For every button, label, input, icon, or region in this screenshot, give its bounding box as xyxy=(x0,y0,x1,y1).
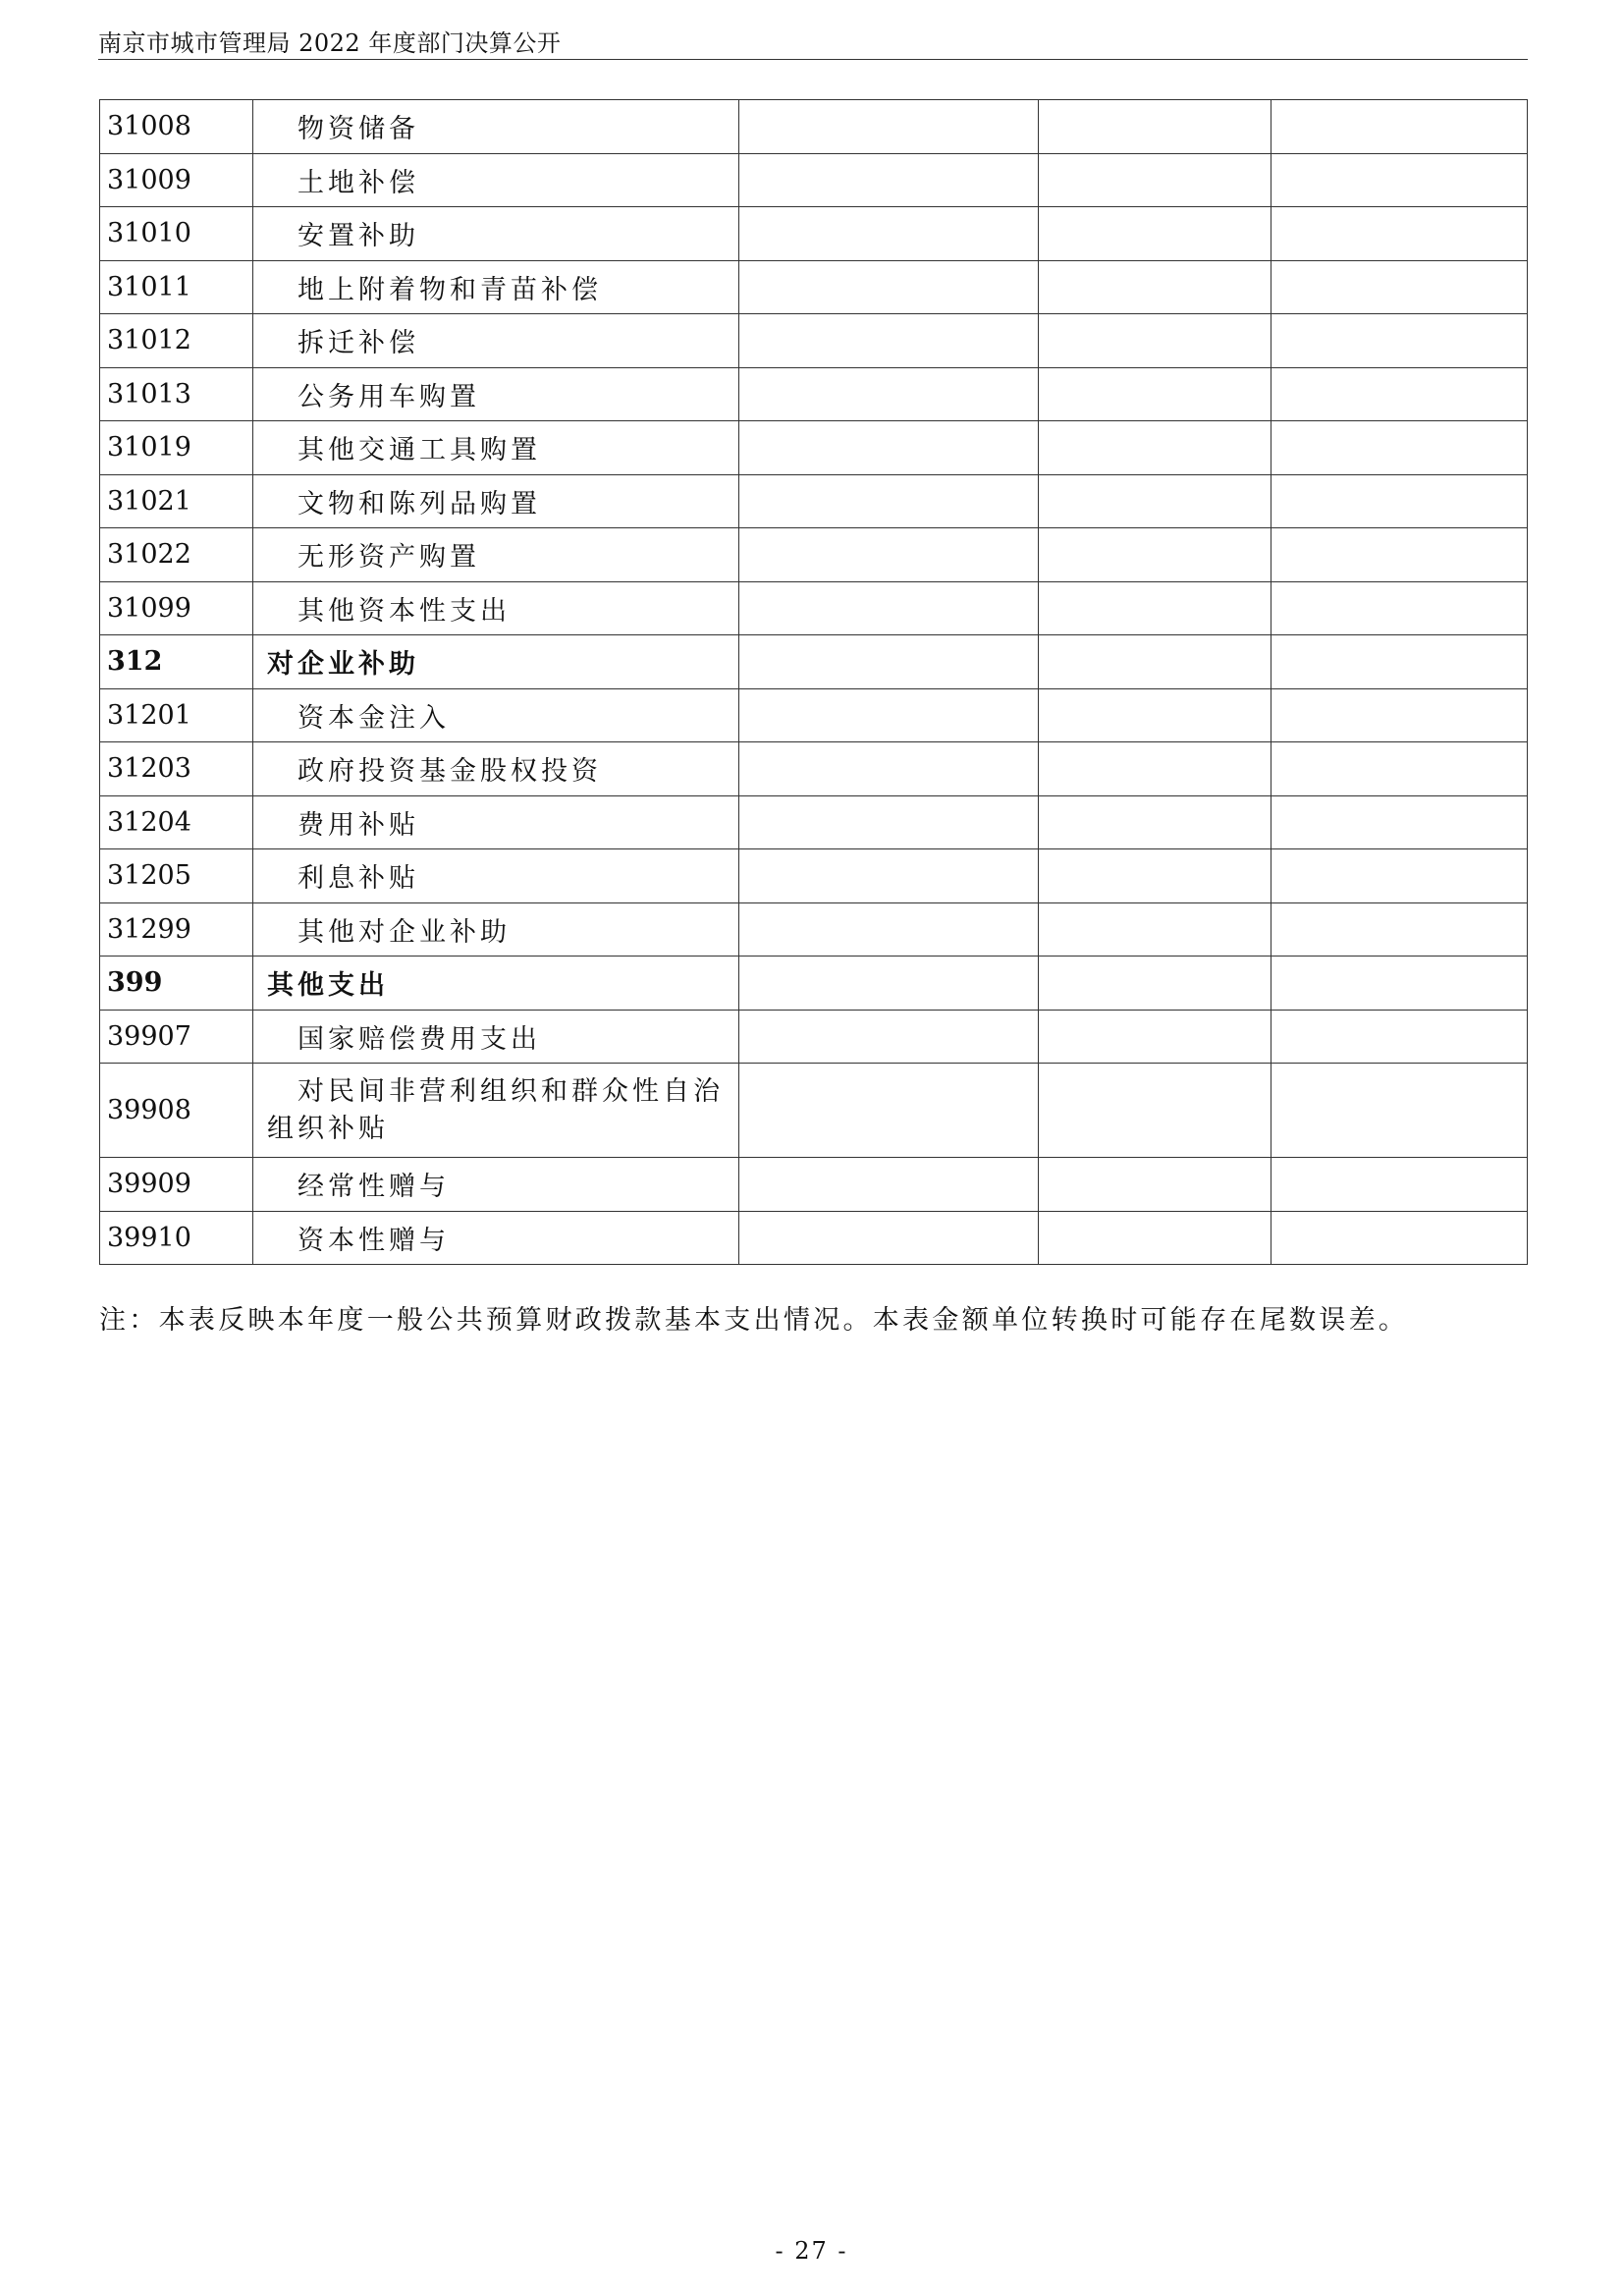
row-amount-cell xyxy=(739,688,1039,742)
row-code: 31201 xyxy=(100,688,253,742)
row-amount-cell xyxy=(1271,367,1528,421)
row-amount-cell xyxy=(739,742,1039,796)
table-row xyxy=(100,688,1528,742)
row-amount-cell xyxy=(1271,1158,1528,1212)
row-amount-cell xyxy=(1271,742,1528,796)
row-code: 31009 xyxy=(100,153,253,207)
row-amount-cell xyxy=(739,207,1039,261)
row-code: 399 xyxy=(100,957,253,1011)
row-amount-cell xyxy=(1271,260,1528,314)
row-code: 39908 xyxy=(100,1064,253,1158)
row-amount-cell xyxy=(1271,474,1528,528)
row-amount-cell xyxy=(739,581,1039,635)
row-amount-cell xyxy=(1271,581,1528,635)
row-amount-cell xyxy=(739,1064,1039,1158)
row-amount-cell xyxy=(1039,100,1271,154)
row-amount-cell xyxy=(1271,902,1528,957)
row-amount-cell xyxy=(1039,1064,1271,1158)
expenditure-table xyxy=(99,99,1528,1265)
row-amount-cell xyxy=(1271,153,1528,207)
row-amount-cell xyxy=(1271,635,1528,689)
row-name: 物资储备 xyxy=(253,100,739,154)
row-code: 31011 xyxy=(100,260,253,314)
table-row xyxy=(100,421,1528,475)
row-amount-cell xyxy=(1271,314,1528,368)
row-amount-cell xyxy=(739,635,1039,689)
row-amount-cell xyxy=(1271,688,1528,742)
row-code: 31012 xyxy=(100,314,253,368)
row-amount-cell xyxy=(1039,849,1271,903)
row-name: 拆迁补偿 xyxy=(253,314,739,368)
row-name: 对民间非营利组织和群众性自治组织补贴 xyxy=(253,1064,739,1158)
row-amount-cell xyxy=(1039,1211,1271,1265)
row-code: 31205 xyxy=(100,849,253,903)
row-name: 其他交通工具购置 xyxy=(253,421,739,475)
row-code: 31019 xyxy=(100,421,253,475)
table-row xyxy=(100,1211,1528,1265)
row-amount-cell xyxy=(1271,957,1528,1011)
row-amount-cell xyxy=(1039,367,1271,421)
row-amount-cell xyxy=(1271,849,1528,903)
row-amount-cell xyxy=(1271,1211,1528,1265)
row-amount-cell xyxy=(1271,795,1528,849)
row-amount-cell xyxy=(739,849,1039,903)
page-header xyxy=(98,22,1528,60)
row-code: 39909 xyxy=(100,1158,253,1212)
table-row xyxy=(100,207,1528,261)
row-name: 无形资产购置 xyxy=(253,528,739,582)
table-row xyxy=(100,742,1528,796)
row-code: 31021 xyxy=(100,474,253,528)
row-amount-cell xyxy=(1271,207,1528,261)
row-amount-cell xyxy=(739,1158,1039,1212)
row-amount-cell xyxy=(1039,957,1271,1011)
row-name: 资本性赠与 xyxy=(253,1211,739,1265)
row-amount-cell xyxy=(1271,100,1528,154)
row-name: 其他支出 xyxy=(253,957,739,1011)
table-body xyxy=(100,100,1528,1265)
row-name: 其他资本性支出 xyxy=(253,581,739,635)
row-code: 39910 xyxy=(100,1211,253,1265)
row-name: 公务用车购置 xyxy=(253,367,739,421)
row-code: 31010 xyxy=(100,207,253,261)
table-row xyxy=(100,260,1528,314)
row-name: 政府投资基金股权投资 xyxy=(253,742,739,796)
table-row xyxy=(100,635,1528,689)
row-name: 资本金注入 xyxy=(253,688,739,742)
row-amount-cell xyxy=(1039,207,1271,261)
row-amount-cell xyxy=(1039,795,1271,849)
row-amount-cell xyxy=(739,367,1039,421)
table-row xyxy=(100,795,1528,849)
table-row xyxy=(100,1010,1528,1064)
row-amount-cell xyxy=(1039,902,1271,957)
row-amount-cell xyxy=(1271,1010,1528,1064)
row-code: 31099 xyxy=(100,581,253,635)
row-name: 利息补贴 xyxy=(253,849,739,903)
row-code: 31203 xyxy=(100,742,253,796)
row-name: 其他对企业补助 xyxy=(253,902,739,957)
row-amount-cell xyxy=(739,314,1039,368)
row-amount-cell xyxy=(739,528,1039,582)
row-name: 文物和陈列品购置 xyxy=(253,474,739,528)
row-amount-cell xyxy=(1039,688,1271,742)
row-amount-cell xyxy=(1271,1064,1528,1158)
row-amount-cell xyxy=(739,1010,1039,1064)
row-code: 31013 xyxy=(100,367,253,421)
row-amount-cell xyxy=(1039,528,1271,582)
row-amount-cell xyxy=(1039,581,1271,635)
row-amount-cell xyxy=(1039,153,1271,207)
table-row xyxy=(100,957,1528,1011)
row-amount-cell xyxy=(739,902,1039,957)
row-amount-cell xyxy=(739,1211,1039,1265)
row-amount-cell xyxy=(739,795,1039,849)
table-row xyxy=(100,902,1528,957)
table-row xyxy=(100,528,1528,582)
row-amount-cell xyxy=(1039,742,1271,796)
header-title: 南京市城市管理局 2022 年度部门决算公开 xyxy=(98,29,562,57)
row-name: 费用补贴 xyxy=(253,795,739,849)
row-amount-cell xyxy=(739,153,1039,207)
row-amount-cell xyxy=(1039,314,1271,368)
row-code: 31022 xyxy=(100,528,253,582)
table-note: 注：本表反映本年度一般公共预算财政拨款基本支出情况。本表金额单位转换时可能存在尾数误差。 xyxy=(99,1305,1409,1336)
table-row xyxy=(100,474,1528,528)
row-name: 对企业补助 xyxy=(253,635,739,689)
row-code: 31299 xyxy=(100,902,253,957)
row-amount-cell xyxy=(1039,1158,1271,1212)
table-row xyxy=(100,1158,1528,1212)
row-name: 国家赔偿费用支出 xyxy=(253,1010,739,1064)
row-amount-cell xyxy=(739,957,1039,1011)
row-amount-cell xyxy=(1039,635,1271,689)
row-amount-cell xyxy=(1039,1010,1271,1064)
row-amount-cell xyxy=(1039,260,1271,314)
table-row xyxy=(100,849,1528,903)
table-row xyxy=(100,581,1528,635)
row-amount-cell xyxy=(739,421,1039,475)
row-code: 39907 xyxy=(100,1010,253,1064)
table-row xyxy=(100,314,1528,368)
row-amount-cell xyxy=(1039,421,1271,475)
row-amount-cell xyxy=(739,474,1039,528)
table-row xyxy=(100,1064,1528,1158)
table-row xyxy=(100,100,1528,154)
row-name: 土地补偿 xyxy=(253,153,739,207)
row-name: 地上附着物和青苗补偿 xyxy=(253,260,739,314)
row-code: 312 xyxy=(100,635,253,689)
row-name: 安置补助 xyxy=(253,207,739,261)
row-name: 经常性赠与 xyxy=(253,1158,739,1212)
row-amount-cell xyxy=(1271,528,1528,582)
row-amount-cell xyxy=(739,100,1039,154)
table-row xyxy=(100,153,1528,207)
page-number: - 27 - xyxy=(775,2237,848,2265)
row-amount-cell xyxy=(1271,421,1528,475)
row-amount-cell xyxy=(1039,474,1271,528)
row-code: 31008 xyxy=(100,100,253,154)
table-row xyxy=(100,367,1528,421)
row-amount-cell xyxy=(739,260,1039,314)
row-code: 31204 xyxy=(100,795,253,849)
